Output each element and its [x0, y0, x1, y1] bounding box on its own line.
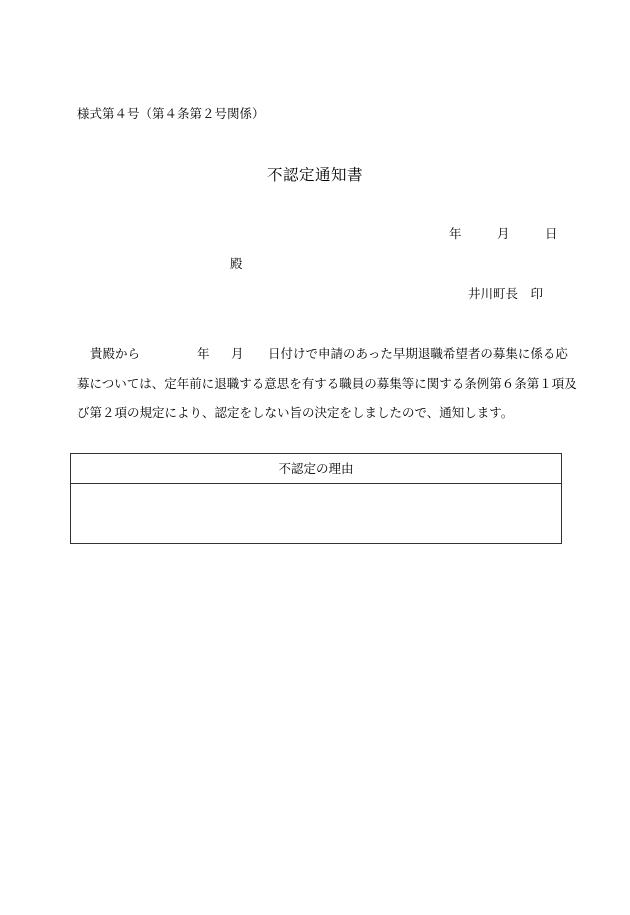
body-line1-month: 月	[231, 346, 244, 361]
date-day-label: 日	[545, 226, 558, 241]
body-line2: 募については、定年前に退職する意思を有する職員の募集等に関する条例第６条第１項及	[77, 376, 577, 391]
body-line3: び第２項の規定により、認定をしない旨の決定をしましたので、通知します。	[77, 405, 514, 420]
date-month-label: 月	[497, 226, 510, 241]
issuer-signature: 井川町長 印	[468, 286, 544, 301]
form-number: 様式第４号（第４条第２号関係）	[77, 106, 265, 121]
body-line1-year: 年	[197, 346, 210, 361]
body-line1-prefix: 貴殿から	[90, 346, 141, 361]
reason-header: 不認定の理由	[71, 454, 561, 484]
reason-content	[71, 484, 561, 543]
date-year-label: 年	[449, 226, 462, 241]
body-line1-rest: 日付けで申請のあった早期退職希望者の募集に係る応	[268, 346, 568, 361]
addressee-honorific: 殿	[230, 256, 243, 271]
document-title: 不認定通知書	[266, 166, 363, 184]
reason-table	[70, 453, 562, 544]
